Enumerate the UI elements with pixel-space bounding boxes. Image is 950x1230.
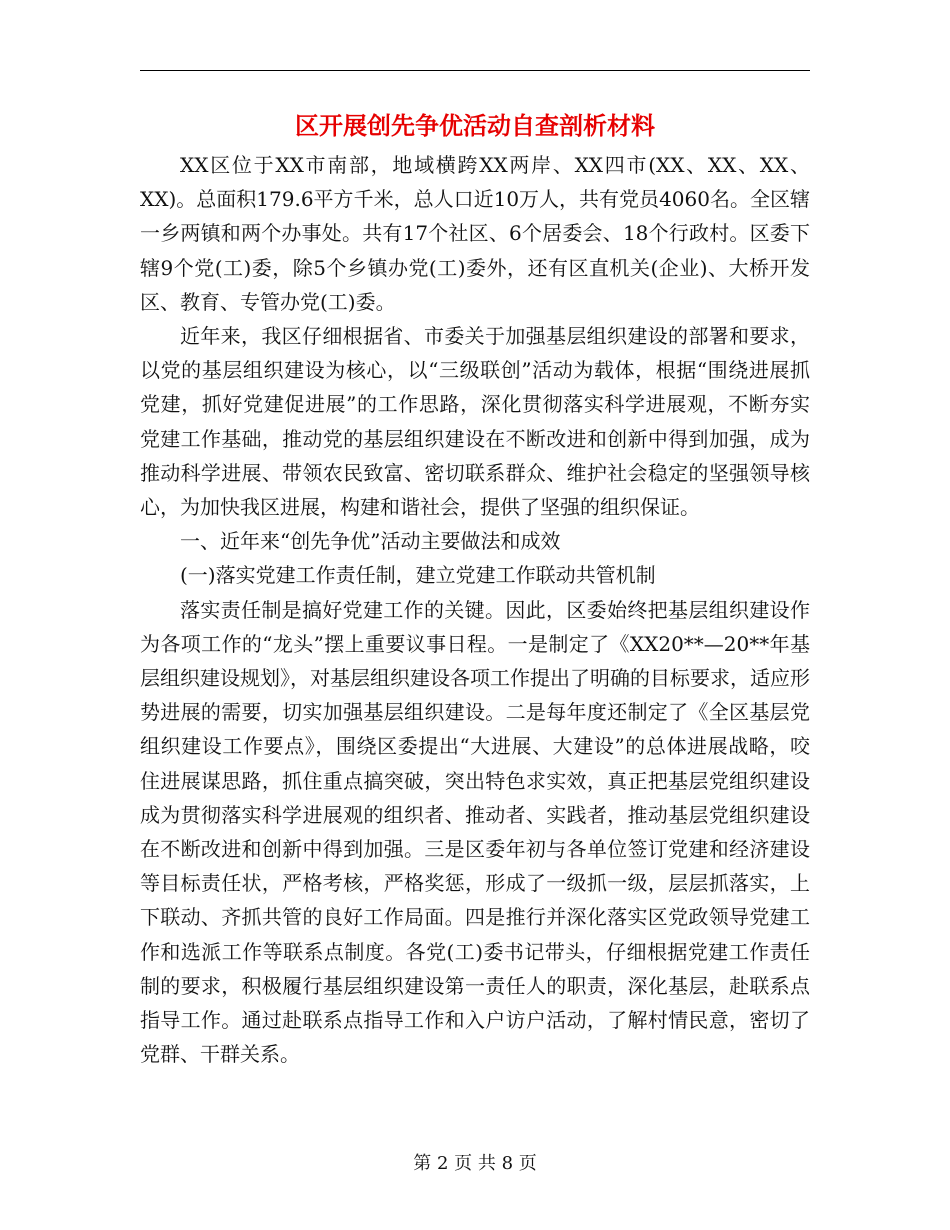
document-body bbox=[140, 148, 810, 1071]
paragraph-overview: 近年来，我区仔细根据省、市委关于加强基层组织建设的部署和要求，以党的基层组织建设为核心，以“三级联创”活动为载体，根据“围绕进展抓党建，抓好党建促进展”的工作思路，深化贯彻落实科学进展观，不断夯实党建工作基础，推动党的基层组织建设在不断改进和创新中得到加强，成为推动科学进展、带领农民致富、密切联系群众、维护社会稳定的坚强领导核心，为加快我区进展，构建和谐社会，提供了坚强的组织保证。 bbox=[140, 324, 810, 520]
section-heading-1: 一、近年来“创先争优”活动主要做法和成效 bbox=[180, 529, 561, 554]
subsection-heading-1: (一)落实党建工作责任制，建立党建工作联动共管机制 bbox=[180, 563, 656, 588]
document-title: 区开展创先争优活动自查剖析材料 bbox=[295, 111, 655, 140]
paragraph-responsibility: 落实责任制是搞好党建工作的关键。因此，区委始终把基层组织建设作为各项工作的“龙头”摆上重要议事日程。一是制定了《XX20**—20**年基层组织建设规划》，对基层组织建设各项工作提出了明确的目标要求，适应形势进展的需要，切实加强基层组织建设。二是每年度还制定了《全区基层党组织建设工作要点》，围绕区委提出“大进展、大建设”的总体进展战略，咬住进展谋思路，抓住重点搞突破，突出特色求实效，真正把基层党组织建设成为贯彻落实科学进展观的组织者、推动者、实践者，推动基层党组织建设在不断改进和创新中得到加强。三是区委年初与各单位签订党建和经济建设等目标责任状，严格考核，严格奖惩，形成了一级抓一级，层层抓落实，上下联动、齐抓共管的良好工作局面。四是推行并深化落实区党政领导党建工作和选派工作等联系点制度。各党(工)委书记带头，仔细根据党建工作责任制的要求，积极履行基层组织建设第一责任人的职责，深化基层，赴联系点指导工作。通过赴联系点指导工作和入户访户活动，了解村情民意，密切了党群、干群关系。 bbox=[140, 597, 810, 1067]
paragraph-intro: XX区位于XX市南部，地域横跨XX两岸、XX四市(XX、XX、XX、XX)。总面积179.6平方千米，总人口近10万人，共有党员4060名。全区辖一乡两镇和两个办事处。共有17个社区、6个居委会、18个行政村。区委下辖9个党(工)委，除5个乡镇办党(工)委外，还有区直机关(企业)、大桥开发区、教育、专管办党(工)委。 bbox=[140, 153, 810, 314]
header-rule bbox=[140, 70, 810, 71]
page-footer: 第 2 页 共 8 页 bbox=[413, 1153, 537, 1174]
